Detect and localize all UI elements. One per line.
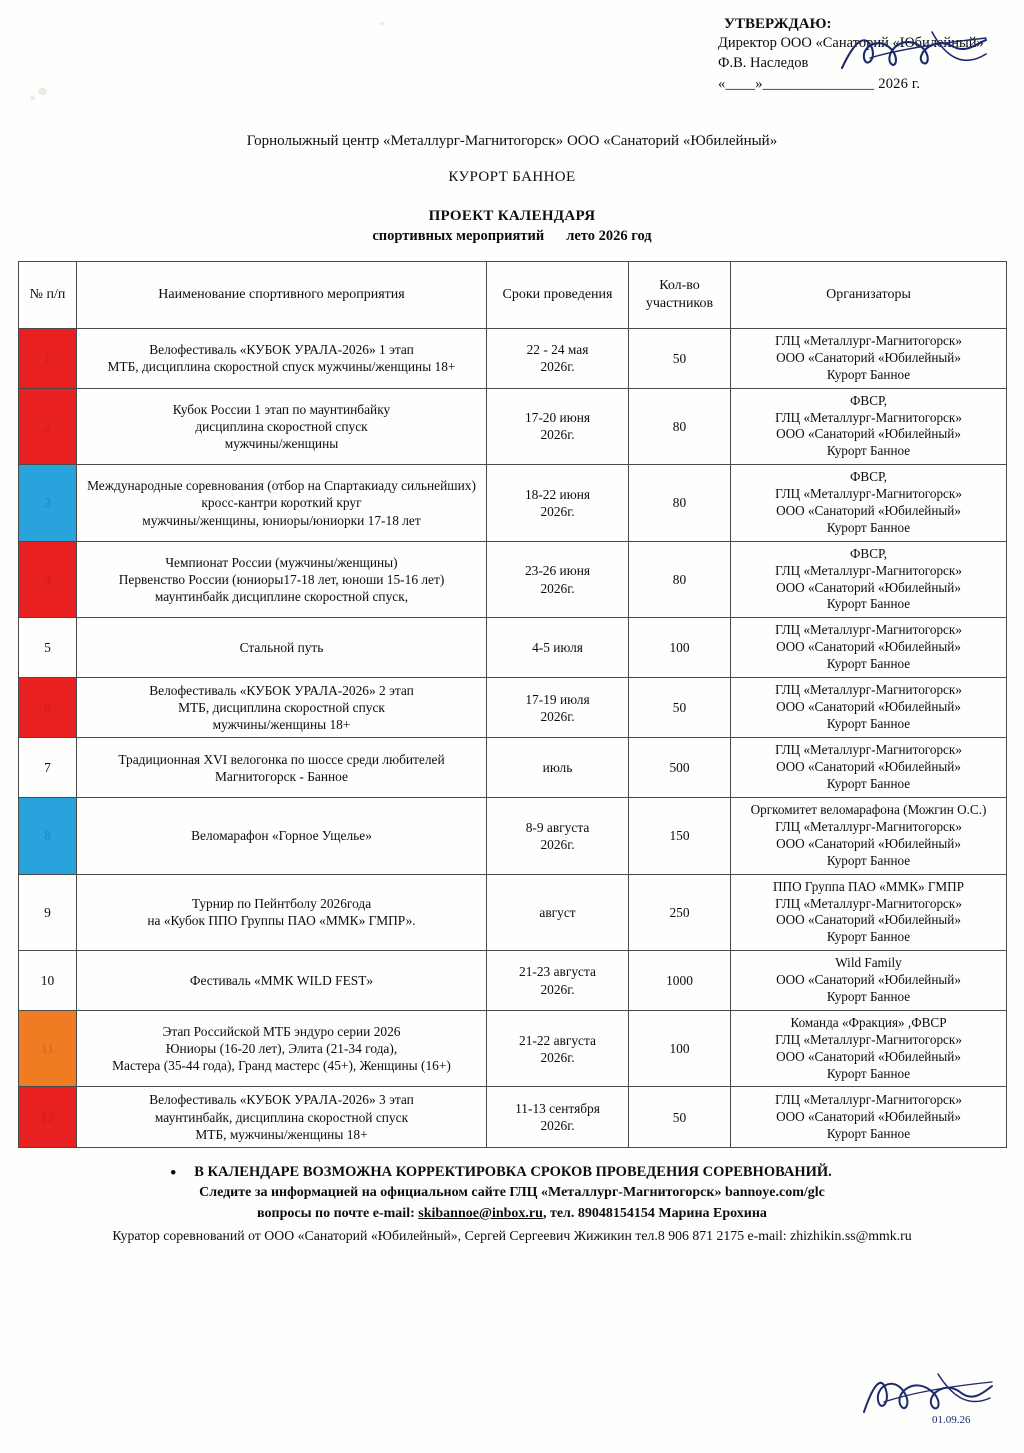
scan-speck	[30, 96, 35, 100]
participants-cell: 80	[629, 465, 731, 542]
page-subtitle	[18, 228, 1006, 245]
event-name-cell: Стальной путь	[77, 618, 487, 678]
row-number-cell: 3	[19, 465, 77, 542]
calendar-table	[18, 261, 1007, 1148]
organizers-cell: ГЛЦ «Металлург-Магнитогорск» ООО «Санаторий «Юбилейный» Курорт Банное	[731, 328, 1007, 388]
table-row	[19, 738, 1007, 798]
note-website: Следите за информацией на официальном сайте ГЛЦ «Металлург-Магнитогорск» bannoye.com/glc	[199, 1185, 825, 1201]
signature-icon	[860, 1368, 1000, 1428]
organizers-cell: ФВСР, ГЛЦ «Металлург-Магнитогорск» ООО «Санаторий «Юбилейный» Курорт Банное	[731, 465, 1007, 542]
organizers-cell: Команда «Фракция» ,ФВСР ГЛЦ «Металлург-Магнитогорск» ООО «Санаторий «Юбилейный» Курорт Банное	[731, 1010, 1007, 1087]
note-email-suffix: , тел. 89048154154 Марина Ерохина	[542, 1205, 767, 1221]
page-subtitle-left: спортивных мероприятий	[372, 227, 545, 244]
event-dates-cell: 4-5 июля	[487, 618, 629, 678]
approval-name-line: Ф.В. Наследов	[718, 54, 809, 71]
table-row	[19, 677, 1007, 737]
organizers-cell: ГЛЦ «Металлург-Магнитогорск» ООО «Санаторий «Юбилейный» Курорт Банное	[731, 677, 1007, 737]
event-name-cell: Велофестиваль «КУБОК УРАЛА-2026» 2 этап МТБ, дисциплина скоростной спуск мужчины/женщины 18+	[77, 677, 487, 737]
table-row	[19, 951, 1007, 1011]
event-name-cell: Веломарафон «Горное Ущелье»	[77, 798, 487, 875]
row-number-cell: 12	[19, 1087, 77, 1147]
column-header-organizers: Организаторы	[731, 261, 1007, 328]
approval-date-line: «____»_______________ 2026 г.	[718, 76, 921, 93]
row-number-cell: 7	[19, 738, 77, 798]
organizers-cell: Оргкомитет веломарафона (Можгин О.С.) ГЛЦ «Металлург-Магнитогорск» ООО «Санаторий «Юбилейный» Курорт Банное	[731, 798, 1007, 875]
event-name-cell: Турнир по Пейнтболу 2026года на «Кубок ППО Группы ПАО «ММК» ГМПР».	[77, 874, 487, 951]
row-number-cell: 8	[19, 798, 77, 875]
column-header-participants: Кол-во участников	[629, 261, 731, 328]
event-dates-cell: август	[487, 874, 629, 951]
table-body	[19, 328, 1007, 1147]
event-dates-cell: 17-20 июня 2026г.	[487, 388, 629, 465]
participants-cell: 100	[629, 1010, 731, 1087]
event-dates-cell: 8-9 августа 2026г.	[487, 798, 629, 875]
event-dates-cell: 21-22 августа 2026г.	[487, 1010, 629, 1087]
row-number-cell: 1	[19, 328, 77, 388]
event-dates-cell: 23-26 июня 2026г.	[487, 541, 629, 618]
bottom-signature	[860, 1368, 1000, 1438]
organizers-cell: ГЛЦ «Металлург-Магнитогорск» ООО «Санаторий «Юбилейный» Курорт Банное	[731, 1087, 1007, 1147]
note-correction: • В КАЛЕНДАРЕ ВОЗМОЖНА КОРРЕКТИРОВКА СРОКОВ ПРОВЕДЕНИЯ СОРЕВНОВАНИЙ.	[192, 1162, 832, 1183]
page-subtitle-right: лето 2026 год	[566, 227, 652, 244]
approval-director-line: Директор ООО «Санаторий «Юбилейный»	[718, 35, 984, 52]
organizers-cell: Wild Family ООО «Санаторий «Юбилейный» Курорт Банное	[731, 951, 1007, 1011]
event-dates-cell: июль	[487, 738, 629, 798]
event-name-cell: Велофестиваль «КУБОК УРАЛА-2026» 3 этап маунтинбайк, дисциплина скоростной спуск МТБ, мужчины/женщины 18+	[77, 1087, 487, 1147]
participants-cell: 100	[629, 618, 731, 678]
note-email-line	[18, 1204, 1006, 1224]
row-number-cell: 5	[19, 618, 77, 678]
event-name-cell: Фестиваль «ММК WILD FEST»	[77, 951, 487, 1011]
participants-cell: 1000	[629, 951, 731, 1011]
column-header-dates: Сроки проведения	[487, 261, 629, 328]
organizers-cell: ГЛЦ «Металлург-Магнитогорск» ООО «Санаторий «Юбилейный» Курорт Банное	[731, 618, 1007, 678]
resort-line: КУРОРТ БАННОЕ	[448, 168, 576, 185]
table-row	[19, 798, 1007, 875]
approval-block	[718, 14, 1018, 95]
participants-cell: 50	[629, 1087, 731, 1147]
participants-cell: 250	[629, 874, 731, 951]
event-name-cell: Чемпионат России (мужчины/женщины) Первенство России (юниоры17-18 лет, юноши 15-16 лет) маунтинбайк дисциплине скоростной спуск,	[77, 541, 487, 618]
event-name-cell: Традиционная XVI велогонка по шоссе среди любителей Магнитогорск - Банное	[77, 738, 487, 798]
table-header-row	[19, 261, 1007, 328]
table-row	[19, 465, 1007, 542]
table-row	[19, 541, 1007, 618]
table-row	[19, 388, 1007, 465]
organizers-cell: ФВСР, ГЛЦ «Металлург-Магнитогорск» ООО «Санаторий «Юбилейный» Курорт Банное	[731, 541, 1007, 618]
email-link[interactable]: skibannoe@inbox.ru	[418, 1205, 543, 1221]
row-number-cell: 9	[19, 874, 77, 951]
table-row	[19, 328, 1007, 388]
event-dates-cell: 11-13 сентября 2026г.	[487, 1087, 629, 1147]
row-number-cell: 10	[19, 951, 77, 1011]
event-name-cell: Велофестиваль «КУБОК УРАЛА-2026» 1 этап МТБ, дисциплина скоростной спуск мужчины/женщины 18+	[77, 328, 487, 388]
column-header-event-name: Наименование спортивного мероприятия	[77, 261, 487, 328]
scan-speck	[38, 88, 47, 95]
organization-line: Горнолыжный центр «Металлург-Магнитогорск» ООО «Санаторий «Юбилейный»	[246, 132, 778, 149]
event-dates-cell: 21-23 августа 2026г.	[487, 951, 629, 1011]
event-name-cell: Международные соревнования (отбор на Спартакиаду сильнейших) кросс-кантри короткий круг мужчины/женщины, юниоры/юниорки 17-18 лет	[77, 465, 487, 542]
signature-date: 01.09.26	[932, 1414, 971, 1426]
row-number-cell: 6	[19, 677, 77, 737]
participants-cell: 150	[629, 798, 731, 875]
note-curator: Куратор соревнований от ООО «Санаторий «Юбилейный», Сергей Сергеевич Жижикин тел.8 906 871 2175 e-mail: zhizhikin.ss@mmk.ru	[112, 1227, 912, 1243]
organizers-cell: ППО Группа ПАО «ММК» ГМПР ГЛЦ «Металлург-Магнитогорск» ООО «Санаторий «Юбилейный» Курорт Банное	[731, 874, 1007, 951]
column-header-number: № п/п	[19, 261, 77, 328]
page-title: ПРОЕКТ КАЛЕНДАРЯ	[428, 207, 596, 224]
participants-cell: 500	[629, 738, 731, 798]
organizers-cell: ГЛЦ «Металлург-Магнитогорск» ООО «Санаторий «Юбилейный» Курорт Банное	[731, 738, 1007, 798]
event-dates-cell: 22 - 24 мая 2026г.	[487, 328, 629, 388]
participants-cell: 50	[629, 677, 731, 737]
row-number-cell: 11	[19, 1010, 77, 1087]
footer-notes	[18, 1162, 1006, 1246]
approval-title: УТВЕРЖДАЮ:	[724, 16, 832, 32]
event-dates-cell: 17-19 июля 2026г.	[487, 677, 629, 737]
participants-cell: 80	[629, 541, 731, 618]
note-email-prefix: вопросы по почте e-mail:	[257, 1205, 419, 1221]
table-row	[19, 1087, 1007, 1147]
participants-cell: 50	[629, 328, 731, 388]
event-name-cell: Кубок России 1 этап по маунтинбайку дисциплина скоростной спуск мужчины/женщины	[77, 388, 487, 465]
table-row	[19, 1010, 1007, 1087]
table-row	[19, 874, 1007, 951]
row-number-cell: 2	[19, 388, 77, 465]
table-row	[19, 618, 1007, 678]
event-dates-cell: 18-22 июня 2026г.	[487, 465, 629, 542]
scan-speck	[380, 22, 384, 25]
row-number-cell: 4	[19, 541, 77, 618]
participants-cell: 80	[629, 388, 731, 465]
organizers-cell: ФВСР, ГЛЦ «Металлург-Магнитогорск» ООО «Санаторий «Юбилейный» Курорт Банное	[731, 388, 1007, 465]
event-name-cell: Этап Российской МТБ эндуро серии 2026 Юниоры (16-20 лет), Элита (21-34 года), Мастера (35-44 года), Гранд мастерс (45+), Женщины (16+)	[77, 1010, 487, 1087]
